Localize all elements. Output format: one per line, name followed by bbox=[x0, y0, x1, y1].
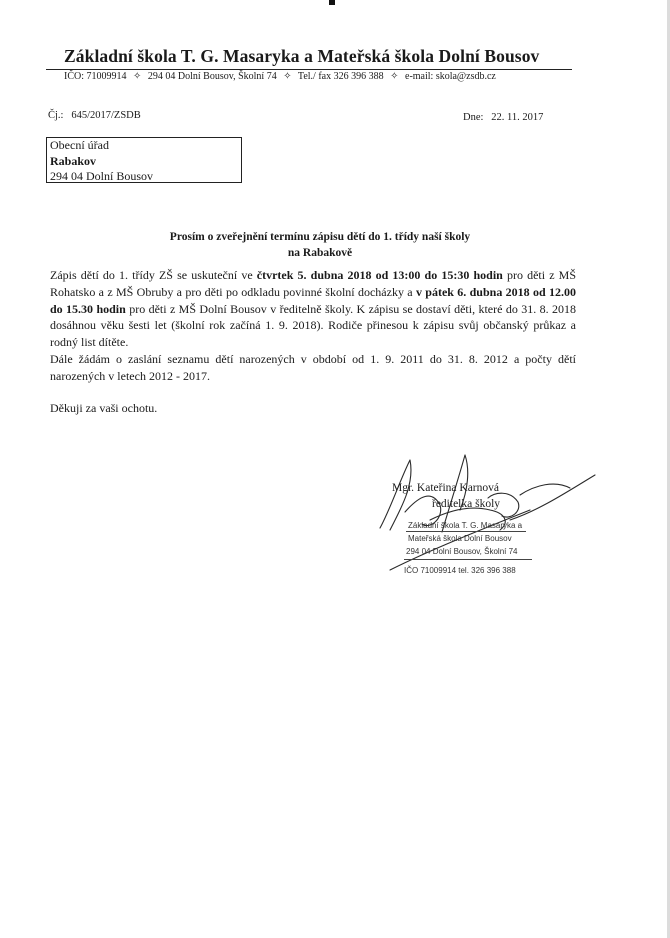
letterhead-contact bbox=[64, 71, 496, 82]
body-text-segment: pro děti z MŠ Dolní Bousov v ředitelně školy. K zápisu se dostaví děti, které do 31. 8. 2018 dosáhnou věku šesti let (školní rok začíná 1. 9. 2018). Rodiče přinesou k zápisu svůj občanský průkaz a rodný list dítěte. bbox=[50, 301, 577, 350]
recipient-address-box bbox=[46, 137, 242, 183]
stamp-line-2: Mateřská škola Dolní Bousov bbox=[408, 534, 512, 543]
signatory-name: Mgr. Kateřina Karnová bbox=[392, 482, 499, 494]
phone-text: Tel./ fax 326 396 388 bbox=[297, 71, 384, 82]
letter-subject bbox=[120, 229, 520, 261]
letterhead-divider bbox=[46, 69, 572, 70]
body-paragraph-2: Dále žádám o zaslání seznamu dětí narozených v období od 1. 9. 2011 do 31. 8. 2012 a počty dětí narozených v letech 2012 - 2017. bbox=[50, 351, 576, 383]
email-text: e-mail: skola@zsdb.cz bbox=[405, 71, 496, 82]
body-paragraph-1 bbox=[50, 267, 576, 351]
stamp-rule bbox=[404, 559, 532, 560]
stamp-line-1: Základní škola T. G. Masaryka a bbox=[408, 521, 523, 530]
letterhead-title: Základní škola T. G. Masaryka a Mateřská škola Dolní Bousov bbox=[64, 46, 540, 66]
reference-value: 645/2017/ZSDB bbox=[71, 110, 141, 121]
school-address: 294 04 Dolní Bousov, Školní 74 bbox=[147, 71, 277, 82]
body-bold-segment: čtvrtek 5. dubna 2018 od 13:00 do 15:30 hodin bbox=[256, 268, 503, 282]
reference-label: Čj.: bbox=[48, 110, 64, 121]
subject-line-1: Prosím o zveřejnění termínu zápisu dětí do 1. třídy naší školy bbox=[169, 231, 471, 243]
recipient-line-1: Obecní úřad bbox=[50, 138, 109, 152]
separator-icon: ✧ bbox=[133, 71, 142, 82]
closing-line: Děkuji za vaši ochotu. bbox=[50, 401, 158, 415]
stamp-line-4: IČO 71009914 tel. 326 396 388 bbox=[404, 566, 516, 575]
reference-number bbox=[48, 110, 141, 121]
separator-icon: ✧ bbox=[390, 71, 399, 82]
recipient-line-3: 294 04 Dolní Bousov bbox=[50, 169, 154, 183]
subject-line-2: na Rabakově bbox=[287, 247, 353, 259]
date-label: Dne: bbox=[463, 112, 484, 123]
letter-body bbox=[50, 267, 576, 385]
scan-artifact bbox=[329, 0, 335, 5]
date-value: 22. 11. 2017 bbox=[491, 112, 544, 123]
ico-text: IČO: 71009914 bbox=[64, 71, 127, 82]
document-date bbox=[463, 112, 543, 123]
signatory-role: ředitelka školy bbox=[432, 498, 501, 510]
body-text-segment: Zápis dětí do 1. třídy ZŠ se uskuteční ve bbox=[50, 268, 257, 282]
stamp-rule bbox=[406, 531, 526, 532]
separator-icon: ✧ bbox=[283, 71, 292, 82]
handwritten-signature bbox=[370, 450, 600, 580]
body-bold-segment: v pátek 6. dubna 2018 od 12.00 do 15.30 hodin bbox=[50, 284, 576, 316]
recipient-line-2: Rabakov bbox=[50, 153, 97, 168]
stamp-line-3: 294 04 Dolní Bousov, Školní 74 bbox=[406, 547, 518, 556]
body-text-segment: pro děti z MŠ Rohatsko a z MŠ Obruby a pro děti po odkladu povinné školní docházky a bbox=[50, 268, 576, 299]
